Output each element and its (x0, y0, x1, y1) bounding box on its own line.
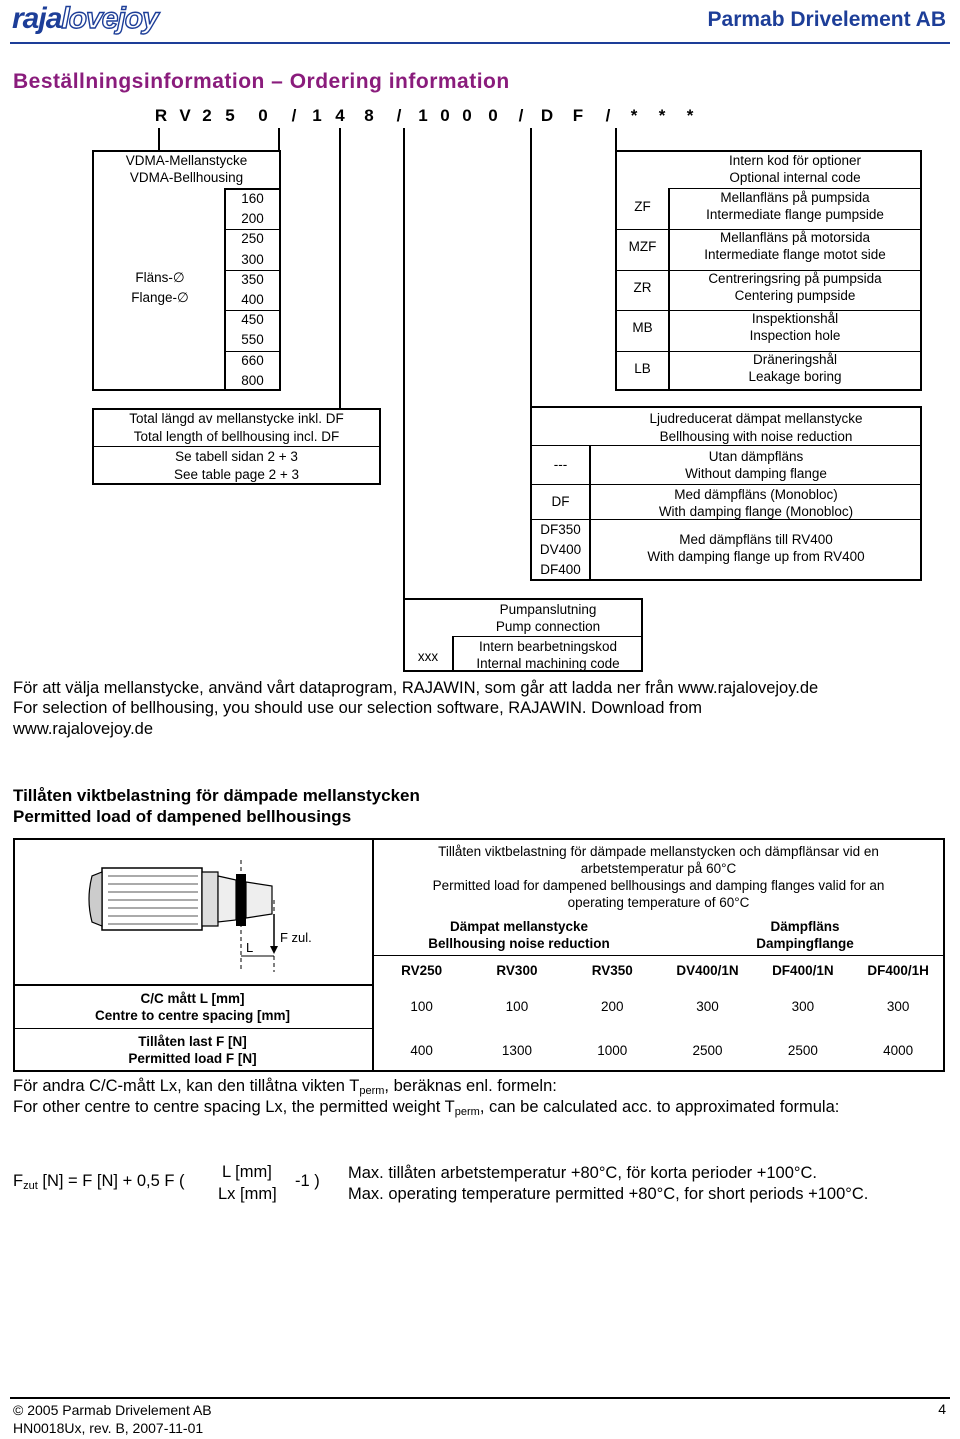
column-header: RV300 (496, 963, 538, 978)
damping-code: DF350 (540, 522, 581, 537)
motor-fan-cover (89, 872, 102, 926)
housing-title-en: VDMA-Bellhousing (129, 170, 244, 185)
other-spacing-en: For other centre to centre spacing Lx, the permitted weight $T_{perm}$, can be calculated acc. to approximated formula: (13, 1098, 840, 1118)
order-code-char: * (630, 106, 638, 125)
column-header: DV400/1N (676, 963, 739, 978)
column-header: RV250 (401, 963, 443, 978)
footer-divider (10, 1397, 950, 1399)
company-name: Parmab Drivelement AB (707, 8, 946, 31)
connector-line (615, 128, 617, 150)
group-damped-en: Bellhousing noise reduction (428, 936, 610, 951)
pump-body (246, 882, 272, 918)
load-title-en: Permitted load of dampened bellhousings (13, 807, 352, 826)
divider (372, 955, 945, 956)
damping-code: --- (553, 457, 568, 472)
group-flange-sv: Dämpfläns (770, 919, 840, 934)
length-en: Total length of bellhousing incl. DF (133, 429, 340, 444)
connector-line (403, 128, 405, 600)
table-cell: 1300 (501, 1043, 532, 1058)
divider (13, 1028, 373, 1029)
flange-size: 800 (241, 372, 264, 388)
bellhousing (218, 876, 236, 922)
load-intro-sv: arbetstemperatur på 60°C (580, 861, 737, 876)
flange-size: 200 (241, 211, 264, 227)
divider (92, 446, 381, 447)
damping-code: DV400 (539, 542, 582, 557)
length-ref-en: See table page 2 + 3 (174, 467, 299, 482)
table-cell: 400 (410, 1043, 433, 1058)
order-code-char: R (154, 106, 168, 125)
divider (453, 636, 643, 637)
motor-endshield (202, 872, 218, 926)
row-label-load-sv: Tillåten last F [N] (138, 1034, 247, 1049)
flange-size: 250 (241, 231, 264, 247)
option-code: LB (634, 360, 651, 376)
order-code-char: 0 (258, 106, 268, 125)
order-code-char: 0 (440, 106, 450, 125)
footer-docref: HN0018Ux, rev. B, 2007-11-01 (13, 1420, 204, 1436)
flange-size: 550 (241, 332, 264, 348)
divider (452, 636, 454, 672)
group-flange-en: Dampingflange (756, 936, 854, 951)
load-intro-en: Permitted load for dampened bellhousings and damping flanges valid for an (432, 878, 885, 893)
table-cell: 300 (886, 999, 910, 1014)
order-code-char: 0 (462, 106, 472, 125)
formula: $F_{zut}$ [N] = F [N] + 0,5 F ( (13, 1172, 185, 1192)
flange-size: 350 (241, 271, 264, 287)
divider (615, 351, 922, 352)
option-en: Centering pumpside (734, 287, 856, 303)
order-code-char: 5 (225, 106, 235, 125)
order-code-char: / (518, 106, 524, 125)
table-cell: 1000 (597, 1043, 628, 1058)
order-code-char: / (396, 106, 402, 125)
pump-title-en: Pump connection (495, 619, 601, 634)
order-code-char: 1 (312, 106, 322, 125)
option-sv: Dräneringshål (752, 351, 838, 367)
group-damped-sv: Dämpat mellanstycke (449, 919, 589, 934)
damping-title-sv: Ljudreducerat dämpat mellanstycke (649, 411, 863, 426)
selection-text-sv: För att välja mellanstycke, använd vårt dataprogram, RAJAWIN, som går att ladda ner från www.rajalovejoy.de (13, 679, 819, 697)
option-code: ZR (633, 279, 652, 295)
option-sv: Mellanfläns på pumpsida (720, 190, 870, 205)
option-en: Intermediate flange motot side (704, 247, 886, 263)
table-cell: 100 (505, 999, 529, 1014)
divider (615, 310, 922, 311)
load-intro-en: operating temperature of 60°C (567, 895, 750, 910)
row-label-cc-sv: C/C mått L [mm] (140, 991, 245, 1006)
order-code-char: V (179, 106, 191, 125)
motor-body (102, 868, 202, 930)
divider (530, 445, 922, 446)
divider (615, 229, 922, 230)
option-en: Intermediate flange pumpside (706, 207, 884, 222)
option-sv: Mellanfläns på motorsida (719, 230, 871, 246)
table-cell: 200 (600, 999, 624, 1014)
option-code: MB (632, 320, 653, 336)
order-code-char: * (658, 106, 666, 125)
rajalovejoy-logo: rajalovejoy (12, 2, 158, 35)
motor-pump-figure (86, 852, 316, 972)
pump-desc-sv: Intern bearbetningskod (478, 639, 618, 654)
options-title-sv: Intern kod för optioner (728, 153, 862, 168)
table-cell: 2500 (692, 1043, 723, 1058)
flange-size: 660 (241, 352, 264, 368)
flange-label-en: Flange-∅ (131, 290, 189, 305)
option-en: Inspection hole (749, 328, 841, 344)
damping-sv: Med dämpfläns (Monobloc) (674, 487, 838, 502)
divider (530, 484, 922, 485)
dimension-label: L (246, 940, 254, 955)
damping-en: With damping flange (Monobloc) (658, 504, 854, 519)
column-header: DF400/1N (772, 963, 834, 978)
damping-sv: Med dämpfläns till RV400 (679, 532, 833, 547)
order-code-char: 2 (202, 106, 212, 125)
order-code-char: 4 (335, 106, 345, 125)
table-cell: 2500 (787, 1043, 818, 1058)
table-cell: 300 (791, 999, 815, 1014)
flange-size: 300 (241, 251, 264, 267)
order-code-char: / (291, 106, 297, 125)
max-temp-en: Max. operating temperature permitted +80°C, for short periods +100°C. (348, 1185, 869, 1203)
order-code-char: 1 (418, 106, 428, 125)
arrowhead (270, 946, 278, 954)
row-label-load-en: Permitted load F [N] (128, 1051, 257, 1066)
options-title-en: Optional internal code (729, 170, 861, 185)
flange-size: 450 (241, 312, 264, 328)
table-cell: 100 (410, 999, 433, 1014)
formula-end: -1 ) (295, 1172, 320, 1190)
load-title-sv: Tillåten viktbelastning för dämpade mellanstycken (13, 786, 420, 805)
column-header: RV350 (591, 963, 633, 978)
order-code-char: * (686, 106, 694, 125)
option-en: Leakage boring (748, 368, 842, 384)
pump-title-sv: Pumpanslutning (499, 602, 597, 617)
flange-size: 400 (241, 292, 264, 307)
order-code (150, 106, 704, 126)
damping-code: DF400 (540, 562, 581, 577)
page-number: 4 (938, 1401, 946, 1417)
damping-code: DF (551, 494, 570, 509)
pump-code: xxx (417, 649, 439, 664)
formula-numerator: L [mm] (222, 1163, 272, 1181)
row-label-cc-en: Centre to centre spacing [mm] (94, 1008, 291, 1023)
header-divider (10, 42, 950, 44)
divider (589, 445, 591, 581)
order-code-char: / (605, 106, 611, 125)
connector-line (339, 128, 341, 408)
connector-line (278, 128, 280, 150)
length-ref-sv: Se tabell sidan 2 + 3 (175, 449, 298, 464)
order-code-char: 0 (488, 106, 498, 125)
damping-en: With damping flange up from RV400 (647, 549, 865, 564)
connector-line (158, 128, 160, 150)
ordering-title: Beställningsinformation – Ordering information (13, 70, 510, 93)
flange-label-sv: Fläns-∅ (135, 270, 185, 285)
table-cell: 4000 (883, 1043, 914, 1058)
formula-denominator: Lx [mm] (218, 1185, 277, 1203)
housing-title-sv: VDMA-Mellanstycke (125, 153, 248, 168)
table-cell: 300 (696, 999, 719, 1014)
order-code-char: F (572, 106, 584, 125)
divider (13, 984, 373, 986)
force-label: F zul. (280, 930, 312, 945)
option-sv: Centreringsring på pumpsida (708, 270, 882, 286)
column-header: DF400/1H (867, 963, 929, 978)
selection-link[interactable]: www.rajalovejoy.de (13, 720, 154, 738)
other-spacing-sv: För andra C/C-mått Lx, kan den tillåtna vikten $T_{perm}$, beräknas enl. formeln: (13, 1077, 557, 1097)
order-code-char: D (540, 106, 554, 125)
divider (615, 270, 922, 271)
damping-title-en: Bellhousing with noise reduction (659, 429, 853, 444)
option-sv: Inspektionshål (751, 311, 839, 327)
connector-line (530, 128, 532, 406)
flange-size: 160 (241, 191, 264, 206)
damping-sv: Utan dämpfläns (708, 449, 804, 464)
pump-desc-en: Internal machining code (476, 656, 620, 671)
selection-text-en: For selection of bellhousing, you should use our selection software, RAJAWIN. Download from (13, 699, 703, 717)
max-temp-sv: Max. tillåten arbetstemperatur +80°C, för korta perioder +100°C. (348, 1164, 818, 1182)
option-code: MZF (628, 239, 657, 255)
load-intro-sv: Tillåten viktbelastning för dämpade mellanstycken och dämpflänsar vid en (438, 844, 879, 859)
length-sv: Total längd av mellanstycke inkl. DF (129, 411, 344, 426)
damping-en: Without damping flange (685, 466, 827, 481)
option-code: ZF (634, 199, 651, 214)
order-code-char: 8 (364, 106, 374, 125)
footer-copyright: © 2005 Parmab Drivelement AB (13, 1402, 212, 1418)
